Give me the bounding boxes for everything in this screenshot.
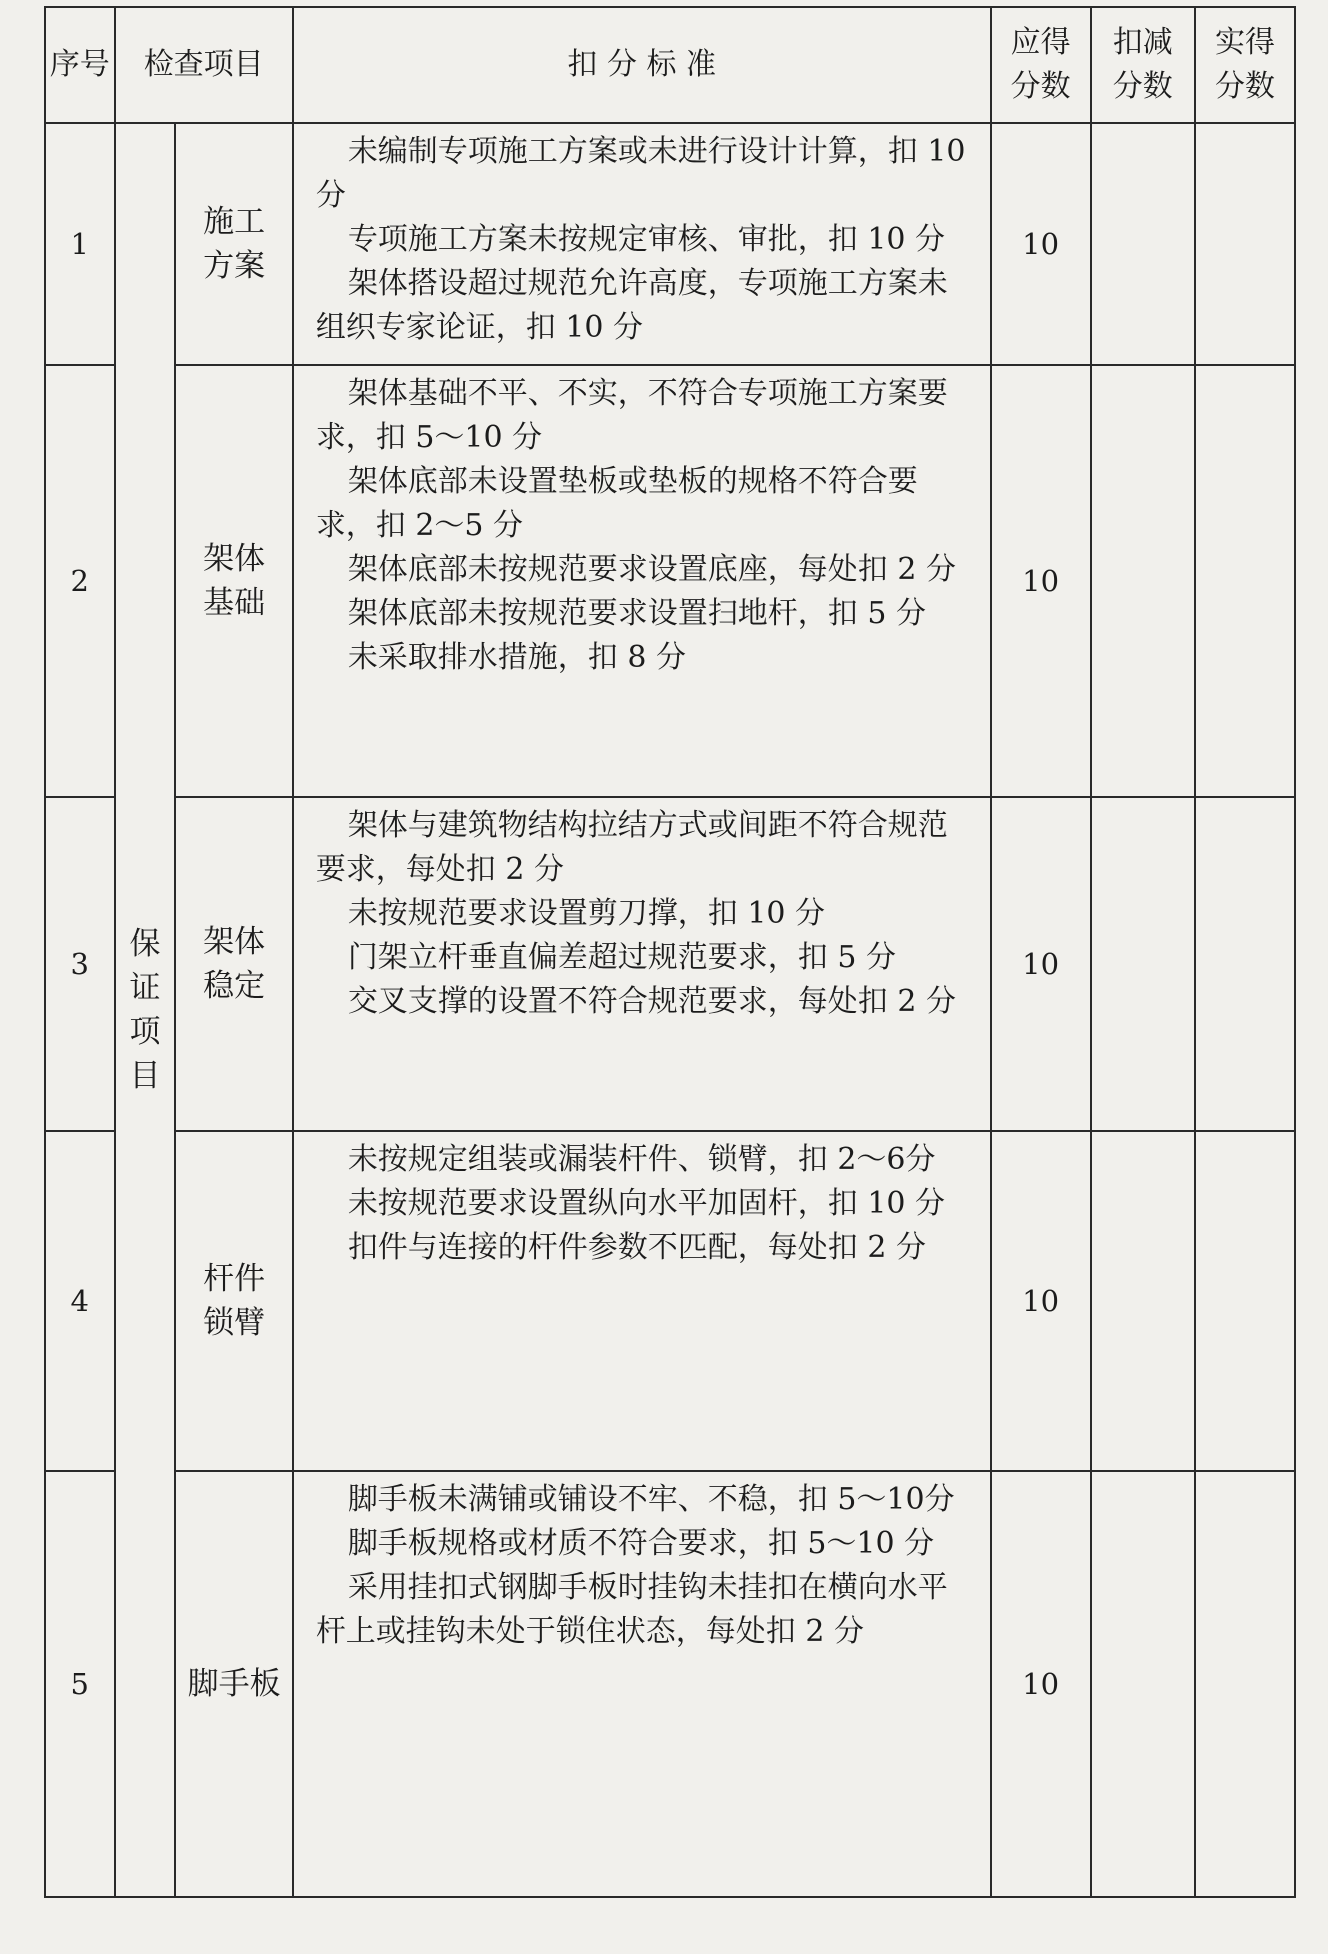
standard-text: 未按规定组装或漏装杆件、锁臂，扣 2～6分	[347, 1142, 936, 1177]
header-due-score	[991, 7, 1091, 123]
row-item-line1: 杆件	[203, 1261, 266, 1297]
row-due-score: 10	[991, 1131, 1091, 1471]
standard-text: 扣件与连接的杆件参数不匹配，每处扣 2 分	[347, 1230, 926, 1265]
table-header-row	[45, 7, 1295, 123]
row-item-line1: 架体	[203, 541, 266, 577]
row-item-line2: 基础	[203, 585, 266, 621]
row-seq: 1	[45, 123, 115, 365]
header-standard: 扣 分 标 准	[293, 7, 991, 123]
standard-text: 脚手板未满铺或铺设不牢、不稳，扣 5～10分	[347, 1482, 955, 1517]
row-due-score: 10	[991, 365, 1091, 797]
row-item-line1: 脚手板	[187, 1666, 281, 1702]
row-actual-score[interactable]	[1195, 1471, 1295, 1897]
table-row	[45, 1471, 1295, 1897]
row-deduct-score[interactable]	[1091, 123, 1195, 365]
standard-text: 架体与建筑物结构拉结方式或间距不符合规范要求，每处扣 2 分	[315, 808, 948, 887]
row-actual-score[interactable]	[1195, 797, 1295, 1131]
category-char: 保	[129, 926, 161, 962]
row-due-score: 10	[991, 1471, 1091, 1897]
header-deduct-score	[1091, 7, 1195, 123]
table-row	[45, 365, 1295, 797]
row-item	[175, 797, 292, 1131]
header-seq: 序号	[45, 7, 115, 123]
standard-text: 脚手板规格或材质不符合要求，扣 5～10 分	[347, 1526, 935, 1561]
header-deduct-line2: 分数	[1112, 69, 1173, 104]
row-actual-score[interactable]	[1195, 365, 1295, 797]
row-seq: 5	[45, 1471, 115, 1897]
header-actual-line1: 实得	[1214, 25, 1275, 60]
row-actual-score[interactable]	[1195, 123, 1295, 365]
category-guarantee-items	[115, 123, 176, 1897]
row-seq: 4	[45, 1131, 115, 1471]
standard-text: 架体搭设超过规范允许高度，专项施工方案未组织专家论证，扣 10 分	[315, 266, 948, 345]
standard-text: 未编制专项施工方案或未进行设计计算，扣 10 分	[315, 134, 966, 213]
header-actual-line2: 分数	[1214, 69, 1275, 104]
row-standard	[293, 365, 991, 797]
row-deduct-score[interactable]	[1091, 1131, 1195, 1471]
row-item-line2: 锁臂	[203, 1305, 266, 1341]
header-item: 检查项目	[115, 7, 293, 123]
row-seq: 2	[45, 365, 115, 797]
standard-text: 未按规范要求设置纵向水平加固杆，扣 10 分	[347, 1186, 946, 1221]
row-deduct-score[interactable]	[1091, 1471, 1195, 1897]
row-standard	[293, 797, 991, 1131]
inspection-score-table	[44, 6, 1296, 1898]
header-deduct-line1: 扣减	[1112, 25, 1173, 60]
standard-text: 架体底部未按规范要求设置底座，每处扣 2 分	[347, 552, 956, 587]
standard-text: 专项施工方案未按规定审核、审批，扣 10 分	[347, 222, 946, 257]
table-row	[45, 1131, 1295, 1471]
row-item	[175, 1131, 292, 1471]
standard-text: 交叉支撑的设置不符合规范要求，每处扣 2 分	[347, 984, 956, 1019]
standard-text: 门架立杆垂直偏差超过规范要求，扣 5 分	[347, 940, 896, 975]
row-item-line2: 方案	[203, 248, 266, 284]
header-due-line1: 应得	[1010, 25, 1071, 60]
row-item-line1: 施工	[203, 204, 266, 240]
row-standard	[293, 123, 991, 365]
category-char: 项	[129, 1014, 161, 1050]
row-deduct-score[interactable]	[1091, 797, 1195, 1131]
standard-text: 架体底部未设置垫板或垫板的规格不符合要求，扣 2～5 分	[315, 464, 918, 543]
table-row	[45, 123, 1295, 365]
row-due-score: 10	[991, 123, 1091, 365]
header-due-line2: 分数	[1010, 69, 1071, 104]
category-char: 目	[129, 1058, 161, 1094]
row-standard	[293, 1131, 991, 1471]
row-item	[175, 1471, 292, 1897]
row-seq: 3	[45, 797, 115, 1131]
standard-text: 采用挂扣式钢脚手板时挂钩未挂扣在横向水平杆上或挂钩未处于锁住状态，每处扣 2 分	[315, 1570, 948, 1649]
standard-text: 未按规范要求设置剪刀撑，扣 10 分	[347, 896, 826, 931]
table-row	[45, 797, 1295, 1131]
row-item	[175, 123, 292, 365]
row-item-line2: 稳定	[203, 968, 266, 1004]
row-actual-score[interactable]	[1195, 1131, 1295, 1471]
row-due-score: 10	[991, 797, 1091, 1131]
row-standard	[293, 1471, 991, 1897]
category-char: 证	[129, 970, 161, 1006]
header-actual-score	[1195, 7, 1295, 123]
row-deduct-score[interactable]	[1091, 365, 1195, 797]
row-item	[175, 365, 292, 797]
row-item-line1: 架体	[203, 924, 266, 960]
standard-text: 未采取排水措施，扣 8 分	[347, 640, 686, 675]
standard-text: 架体底部未按规范要求设置扫地杆，扣 5 分	[347, 596, 926, 631]
standard-text: 架体基础不平、不实，不符合专项施工方案要求，扣 5～10 分	[315, 376, 948, 455]
